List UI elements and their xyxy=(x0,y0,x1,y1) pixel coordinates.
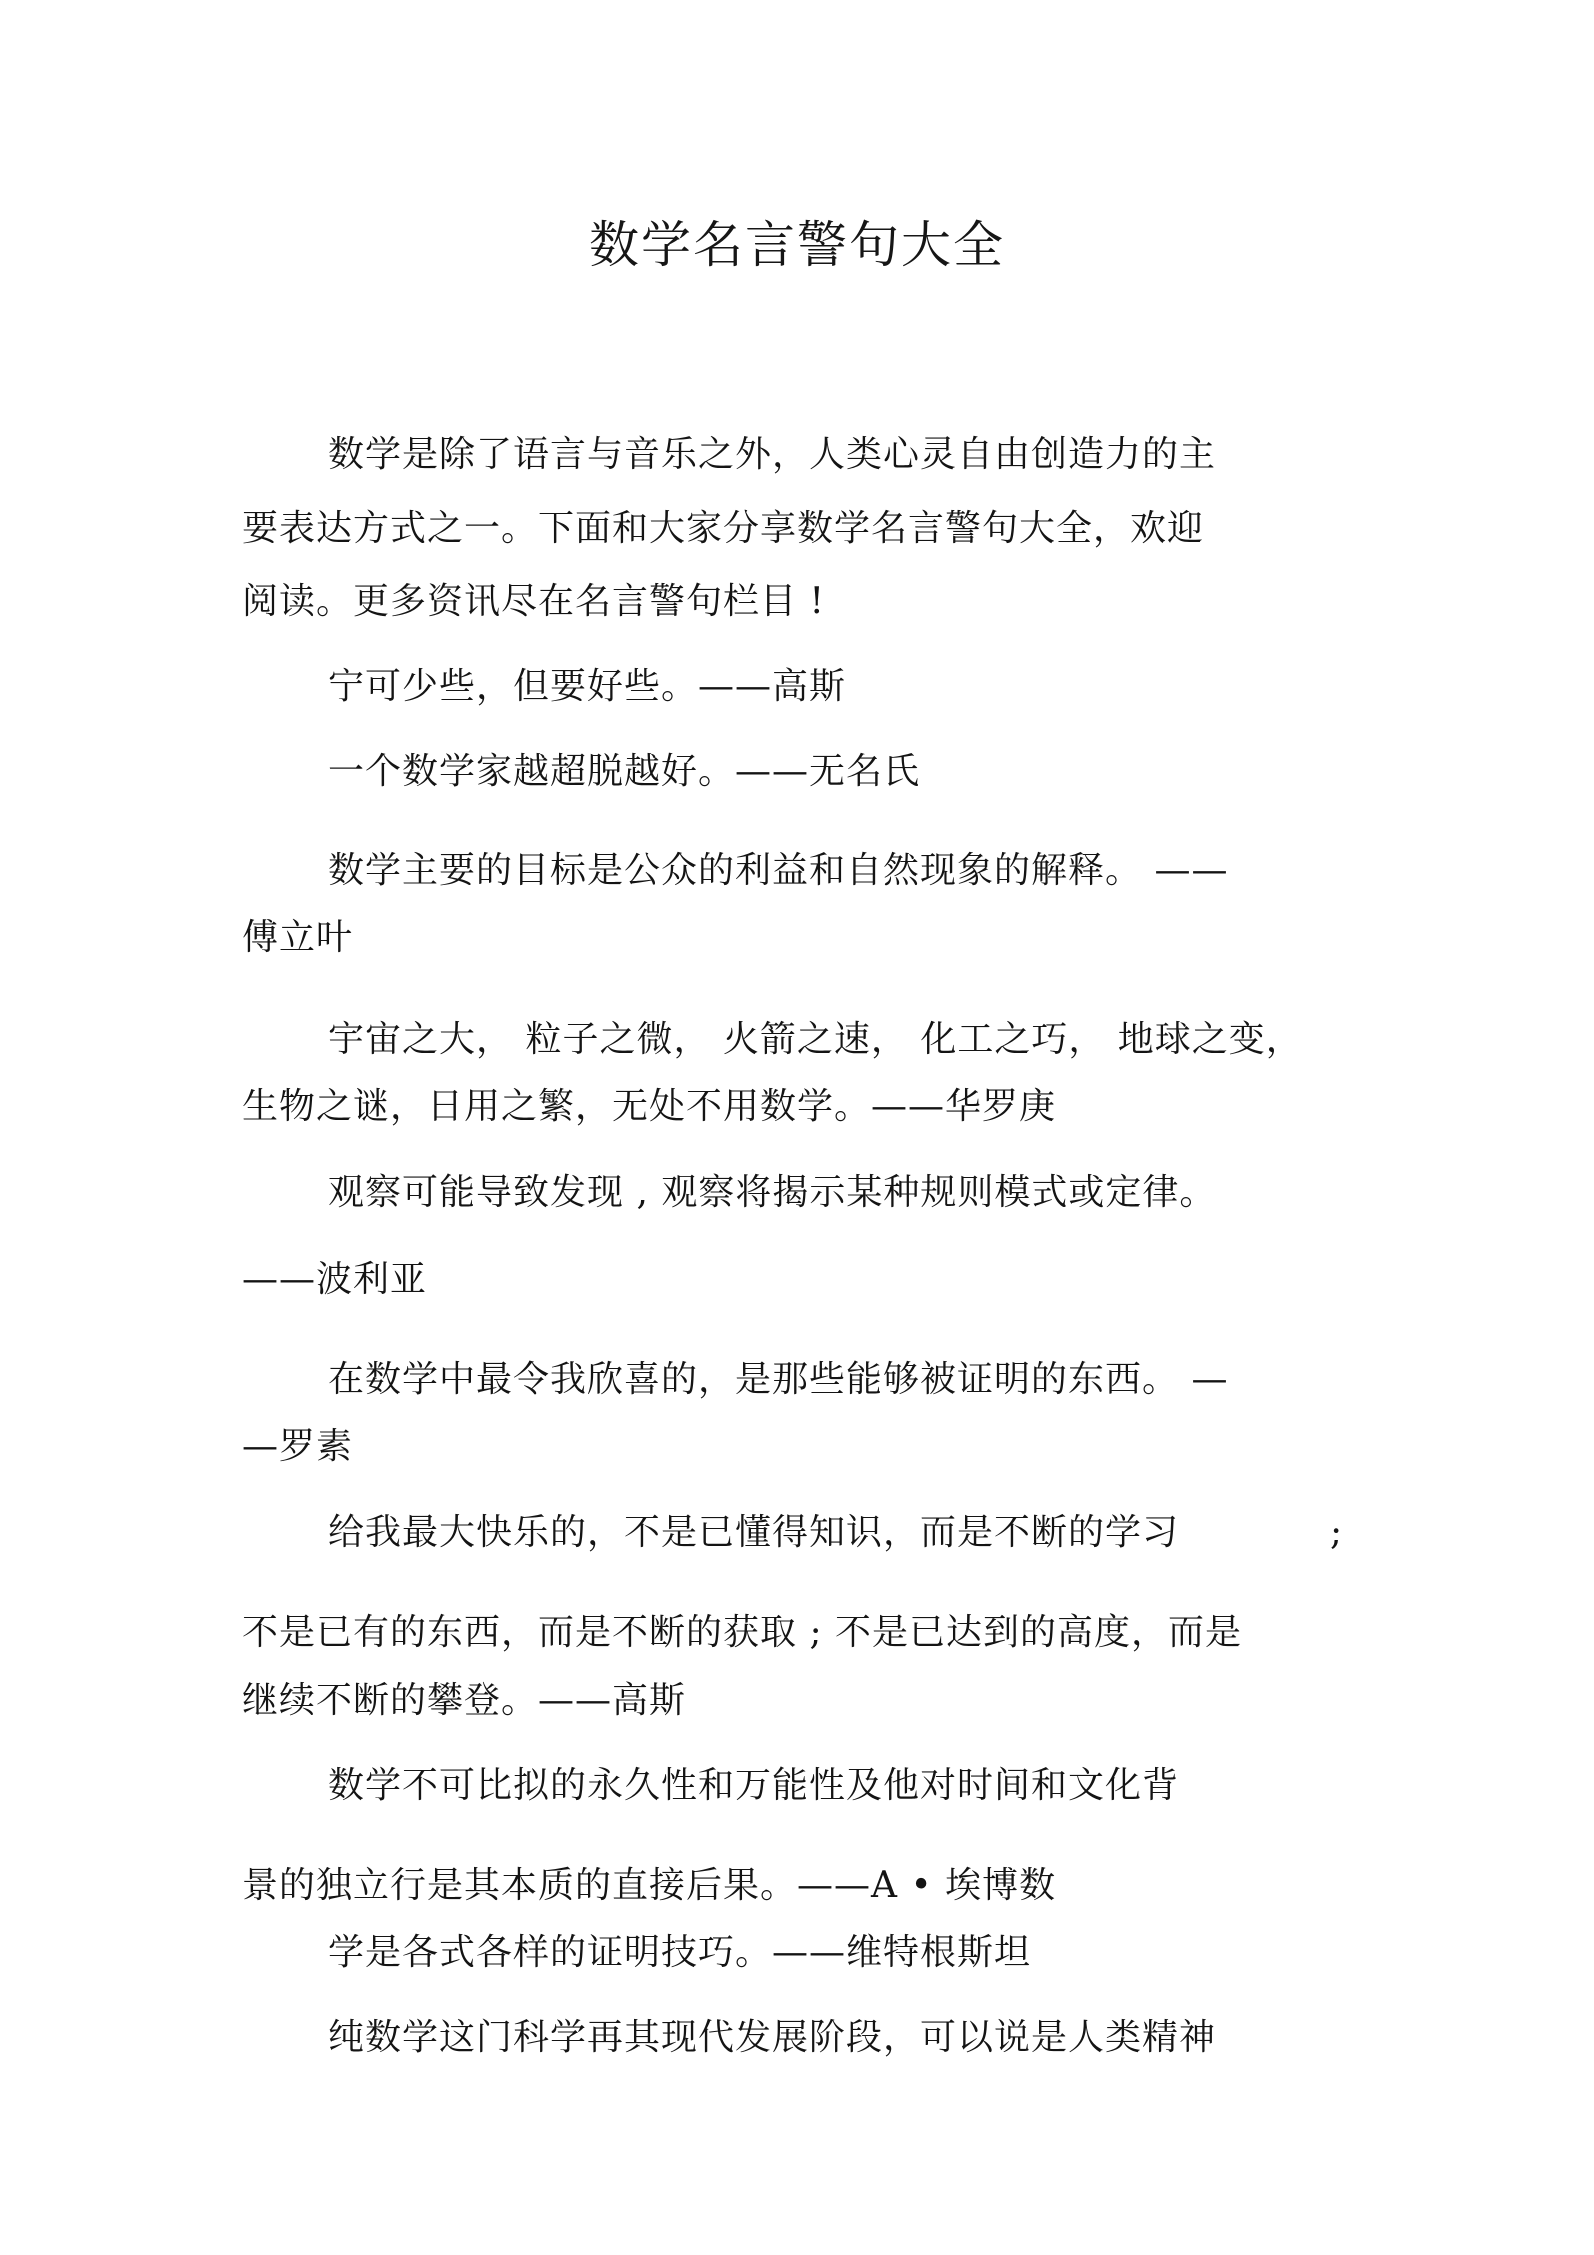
intro-line-2: 要表达方式之一。下面和大家分享数学名言警句大全，欢迎 xyxy=(242,508,1205,549)
quote-8-line-2: 景的独立行是其本质的直接后果。——A • 埃博数 xyxy=(242,1865,1057,1906)
quote-3-line-1: 数学主要的目标是公众的利益和自然现象的解释。 —— xyxy=(328,850,1229,891)
quote-9-line-1: 学是各式各样的证明技巧。——维特根斯坦 xyxy=(328,1932,1032,1973)
quote-5-line-2: ——波利亚 xyxy=(242,1259,428,1300)
quote-6-line-2: —罗素 xyxy=(242,1426,354,1467)
quote-4-line-1: 宇宙之大， 粒子之微， 火箭之速， 化工之巧， 地球之变， xyxy=(328,1019,1303,1060)
quote-3-line-2: 傅立叶 xyxy=(242,917,354,958)
quote-7-semicolon: ; xyxy=(1330,1512,1344,1553)
quote-10-line-1: 纯数学这门科学再其现代发展阶段，可以说是人类精神 xyxy=(328,2017,1217,2058)
quote-2-line-1: 一个数学家越超脱越好。——无名氏 xyxy=(328,751,921,792)
quote-5-line-1: 观察可能导致发现 , 观察将揭示某种规则模式或定律。 xyxy=(328,1172,1217,1213)
quote-1-line-1: 宁可少些，但要好些。——高斯 xyxy=(328,666,847,707)
intro-line-1: 数学是除了语言与音乐之外，人类心灵自由创造力的主 xyxy=(328,434,1217,475)
intro-line-3: 阅读。更多资讯尽在名言警句栏目 ! xyxy=(242,581,825,622)
quote-8-line-1: 数学不可比拟的永久性和万能性及他对时间和文化背 xyxy=(328,1765,1180,1806)
quote-7-line-3: 继续不断的攀登。——高斯 xyxy=(242,1680,687,1721)
quote-7-line-1: 给我最大快乐的，不是已懂得知识，而是不断的学习 xyxy=(328,1512,1180,1553)
quote-7-line-2: 不是已有的东西，而是不断的获取 ; 不是已达到的高度，而是 xyxy=(242,1612,1243,1653)
document-title: 数学名言警句大全 xyxy=(589,216,1005,274)
quote-4-line-2: 生物之谜，日用之繁，无处不用数学。——华罗庚 xyxy=(242,1086,1057,1127)
quote-6-line-1: 在数学中最令我欣喜的，是那些能够被证明的东西。 — xyxy=(328,1359,1229,1400)
